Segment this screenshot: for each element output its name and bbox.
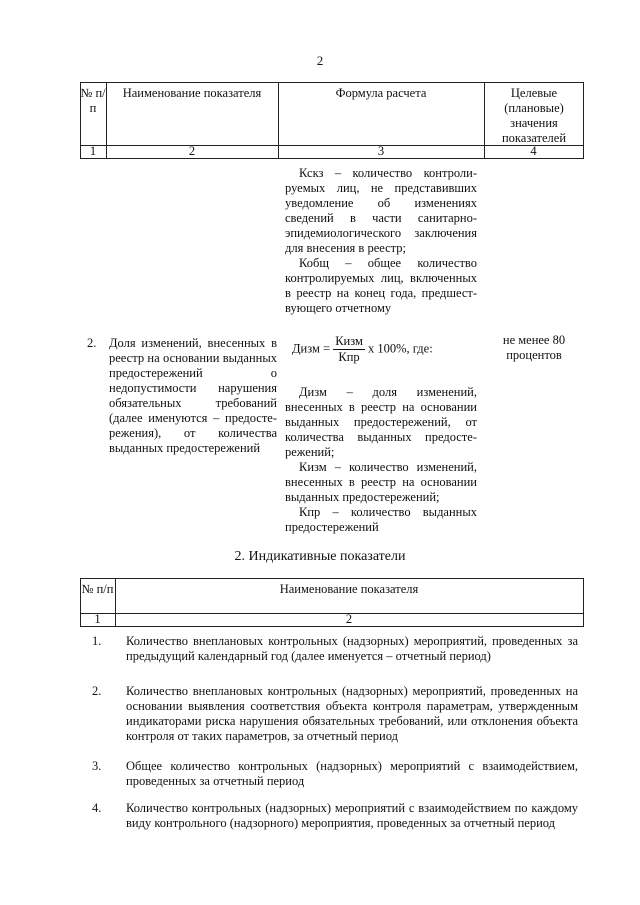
t2-col-number-1: 1 [94, 612, 101, 626]
item-text: Количество внеплановых контрольных (надзорных) мероприятий, проведенных на основании выявления соответствия объекта контроля параметрам, утвержденным индикаторами риска нарушения обязательных требований, или отклонения объекта контроля от таких параметров, за отчетный период [126, 684, 578, 743]
item-number: 3. [92, 759, 102, 773]
dizm-definition: Дизм – доля изменений, внесенных в реестр на основании выданных предостережений, от количества выданных предосте-режений; [285, 385, 477, 459]
t2-col-number-2: 2 [345, 612, 353, 626]
item-text: Количество внеплановых контрольных (надзорных) мероприятий, проведенных за предыдущий календарный год (далее именуется – отчетный период) [126, 634, 578, 663]
col-number-2: 2 [188, 144, 196, 158]
row2-name: Доля изменений, внесенных в реестр на основании выданных предостережений о недопустимости нарушения обязательных требований (далее именуются – предосте-режения), от количества выданных предостережений [109, 336, 277, 455]
header-target: Целевые (плановые) значения показателей [501, 86, 567, 145]
row2-definitions [285, 385, 477, 535]
kobsh-definition: Кобщ – общее количество контролируемых лиц, включенных в реестр на конец года, предшест-вующего отчетному [285, 256, 477, 315]
kpr-definition: Кпр – количество выданных предостережений [285, 505, 477, 534]
kizm-definition: Кизм – количество изменений, внесенных в реестр на основании выданных предостережений; [285, 460, 477, 504]
formula-numerator: Кизм [335, 334, 363, 348]
item-number: 1. [92, 634, 102, 648]
row2-target: не менее 80 процентов [502, 333, 566, 362]
item-text: Количество контрольных (надзорных) мероприятий с взаимодействием по каждому виду контрольного (надзорного) мероприятия, проведенных за отчетный период [126, 801, 578, 830]
formula-denominator: Кпр [338, 350, 360, 364]
page-number: 2 [316, 53, 324, 68]
header-name: Наименование показателя [122, 86, 262, 100]
t2-header-name: Наименование показателя [279, 582, 419, 596]
header-formula: Формула расчета [335, 86, 427, 100]
continued-formula [285, 166, 477, 316]
col-number-1: 1 [89, 144, 97, 158]
item-number: 2. [92, 684, 102, 698]
row2-formula [292, 334, 433, 365]
t2-header-num: № п/п [81, 582, 114, 596]
header-num: № п/п [80, 86, 106, 115]
col-number-3: 3 [377, 144, 385, 158]
item-number: 4. [92, 801, 102, 815]
section-title: 2. Индикативные показатели [234, 549, 406, 564]
formula-rhs: x 100%, где: [368, 341, 433, 356]
row2-number: 2. [87, 336, 97, 350]
formula-fraction [333, 334, 365, 365]
keez-definition: Кскз – количество контроли-руемых лиц, не представивших уведомление об изменениях сведений в части санитарно-эпидемиологического заключения для внесения в реестр; [285, 166, 477, 255]
formula-lhs: Дизм = [292, 341, 331, 356]
item-text: Общее количество контрольных (надзорных) мероприятий с взаимодействием, проведенных за отчетный период [126, 759, 578, 788]
col-number-4: 4 [530, 144, 537, 158]
